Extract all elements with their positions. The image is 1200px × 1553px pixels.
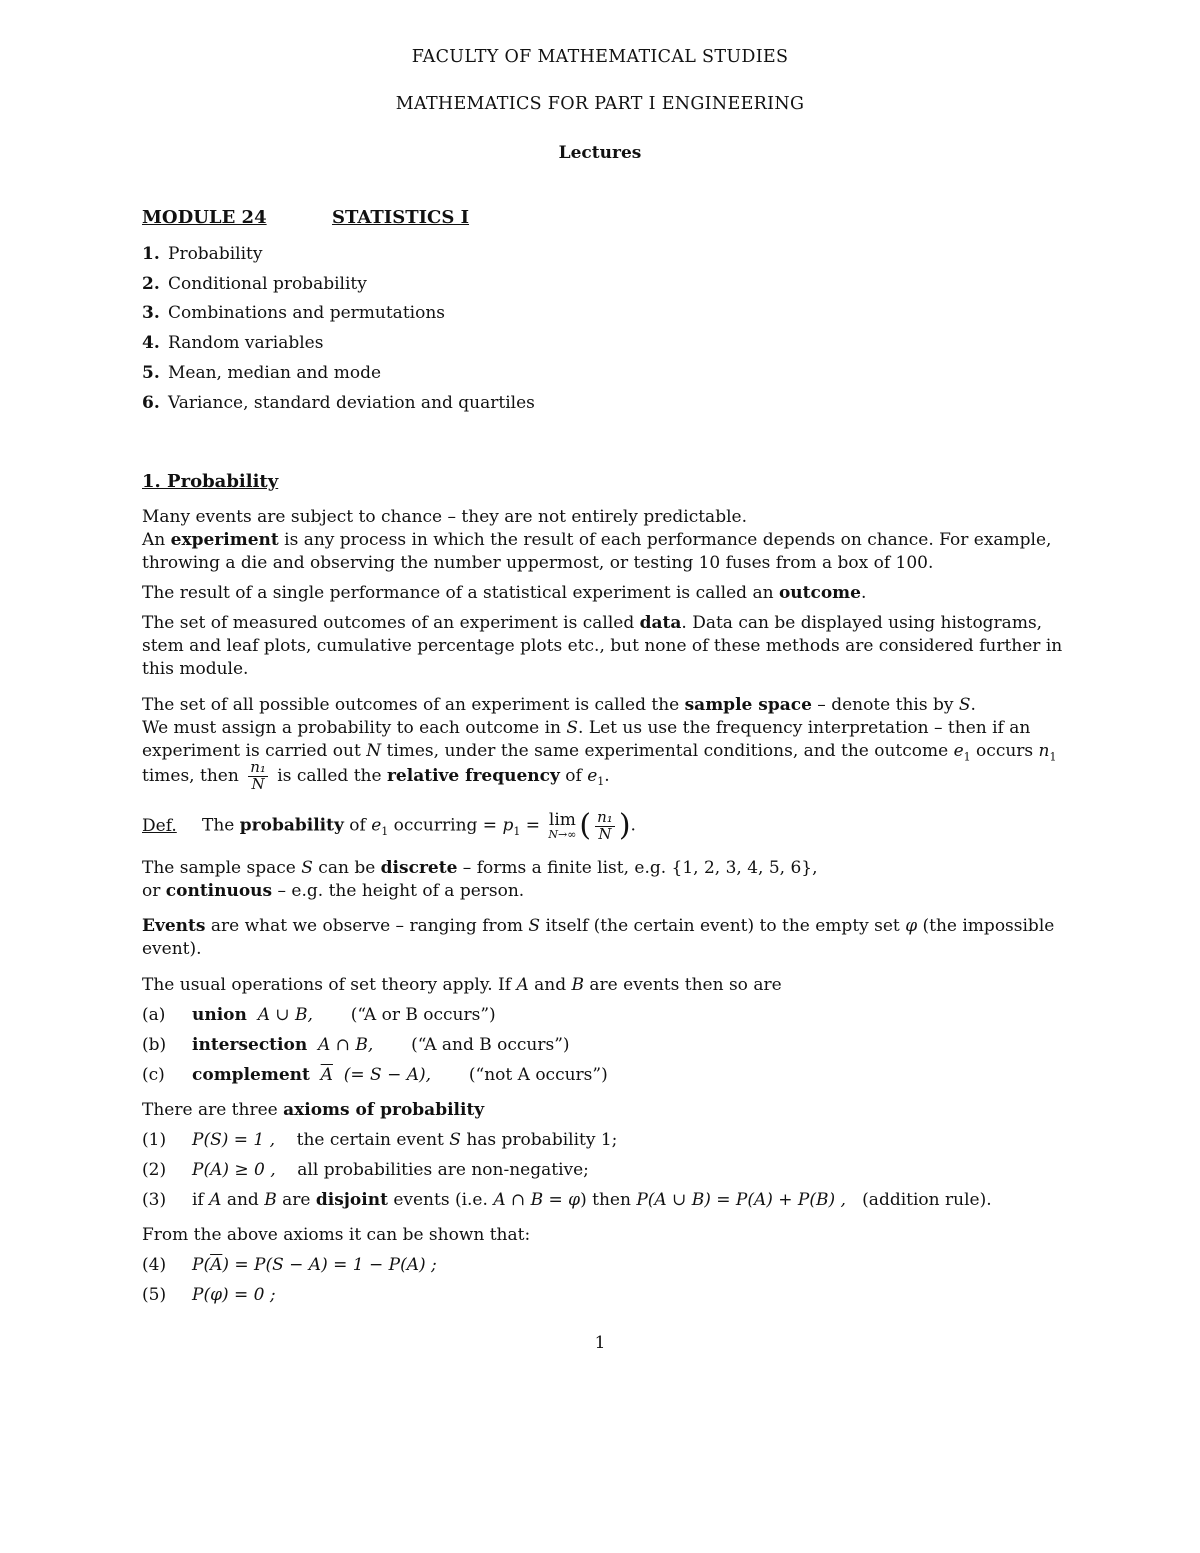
math-subscript: 1 bbox=[597, 775, 605, 789]
operation-expression: A ∪ B, bbox=[257, 1005, 313, 1025]
list-item-label: Mean, median and mode bbox=[168, 363, 382, 383]
term-events: Events bbox=[142, 916, 206, 936]
item-label: (2) bbox=[142, 1160, 167, 1180]
axiom-expression: P(S) = 1 , bbox=[192, 1130, 276, 1150]
list-item bbox=[142, 274, 367, 294]
math-symbol: S bbox=[301, 858, 313, 878]
term-outcome: outcome bbox=[778, 583, 861, 603]
text-run: events (i.e. bbox=[387, 1190, 494, 1210]
text-run: of bbox=[343, 815, 372, 836]
math-expression: ) = P(S − A) = 1 − P(A) ; bbox=[222, 1255, 437, 1275]
text-run: ) then bbox=[580, 1190, 637, 1210]
paragraph bbox=[142, 916, 1054, 936]
text-run: are events then so are bbox=[584, 975, 782, 995]
axiom-expression: P(A) ≥ 0 , bbox=[192, 1160, 276, 1180]
math-symbol: φ bbox=[905, 916, 918, 936]
paragraph bbox=[142, 530, 1051, 550]
paragraph: Many events are subject to chance – they are not entirely predictable. bbox=[142, 507, 747, 527]
text-run: of bbox=[559, 765, 588, 786]
text-run: experiment is carried out bbox=[142, 741, 367, 761]
math-symbol: S bbox=[449, 1130, 461, 1150]
faculty-title: FACULTY OF MATHEMATICAL STUDIES bbox=[411, 47, 789, 67]
term-discrete: discrete bbox=[380, 858, 458, 878]
math-symbol: p bbox=[502, 815, 514, 836]
math-symbol: S bbox=[528, 916, 541, 936]
text-run: all probabilities are non-negative; bbox=[297, 1160, 589, 1180]
right-paren: ) bbox=[618, 808, 631, 843]
text-run: are what we observe – ranging from bbox=[205, 916, 529, 936]
complement-symbol: $\overline{A}$ bbox=[210, 1255, 223, 1275]
module-title: STATISTICS I bbox=[332, 207, 470, 228]
list-item-label: Combinations and permutations bbox=[168, 303, 445, 323]
axiom-item bbox=[142, 1130, 617, 1150]
math-symbol: e bbox=[953, 741, 964, 761]
list-item bbox=[142, 393, 535, 413]
fraction-numerator: n₁ bbox=[597, 807, 613, 826]
axiom-item bbox=[142, 1190, 992, 1210]
fraction-numerator: n₁ bbox=[250, 758, 266, 776]
item-label: (5) bbox=[142, 1285, 167, 1305]
text-run: . Let us use the frequency interpretation – then if an bbox=[578, 718, 1031, 738]
text-run: We must assign a probability to each outcome in bbox=[142, 718, 567, 738]
operation-name: intersection bbox=[192, 1035, 308, 1055]
list-item-number: 6. bbox=[142, 393, 160, 413]
paragraph bbox=[142, 858, 818, 878]
text-run: The usual operations of set theory apply. If bbox=[142, 975, 517, 995]
relative-frequency-fraction bbox=[248, 760, 268, 793]
module-number: MODULE 24 bbox=[142, 207, 267, 228]
math-symbol: S bbox=[566, 718, 579, 738]
probability-fraction bbox=[595, 807, 615, 843]
list-item-number: 3. bbox=[142, 303, 160, 323]
limit-subscript: N→∞ bbox=[548, 828, 577, 841]
math-symbol: B bbox=[264, 1190, 277, 1210]
list-item-number: 4. bbox=[142, 333, 160, 353]
text-run: The set of all possible outcomes of an experiment is called the bbox=[142, 695, 685, 715]
operation-description: (“not A occurs”) bbox=[468, 1065, 608, 1085]
text-run: has probability 1; bbox=[460, 1130, 618, 1150]
paragraph bbox=[142, 583, 866, 603]
text-run: the certain event bbox=[296, 1130, 450, 1150]
fraction-denominator: N bbox=[251, 774, 265, 793]
paragraph bbox=[142, 1100, 484, 1120]
paragraph: stem and leaf plots, cumulative percentage plots etc., but none of these methods are considered further in bbox=[142, 636, 1063, 656]
item-label: (1) bbox=[142, 1130, 167, 1150]
term-relative-frequency: relative frequency bbox=[386, 765, 560, 786]
text-run: (the impossible bbox=[917, 916, 1055, 936]
term-experiment: experiment bbox=[170, 530, 279, 550]
text-run: There are three bbox=[142, 1100, 284, 1120]
set-operation-item bbox=[142, 1035, 570, 1055]
set-operation-item bbox=[142, 1065, 608, 1085]
term-axioms: axioms of probability bbox=[283, 1100, 485, 1120]
text-run: if bbox=[192, 1190, 210, 1210]
text-run: . bbox=[860, 583, 867, 603]
math-subscript: 1 bbox=[963, 750, 971, 764]
text-run: . Data can be displayed using histograms, bbox=[681, 613, 1043, 633]
math-symbol: A bbox=[209, 1190, 222, 1210]
list-item bbox=[142, 333, 323, 353]
list-item bbox=[142, 363, 381, 383]
list-item-label: Random variables bbox=[168, 333, 324, 353]
text-run: = bbox=[520, 815, 546, 836]
set-operation-item bbox=[142, 1005, 496, 1025]
text-run: occurs bbox=[970, 741, 1039, 761]
list-item bbox=[142, 303, 445, 323]
math-symbol: N bbox=[366, 741, 382, 761]
text-run: – denote this by bbox=[811, 695, 959, 715]
term-continuous: continuous bbox=[165, 881, 273, 901]
limit-operator bbox=[548, 812, 576, 840]
math-expression: A ∩ B = φ bbox=[493, 1190, 581, 1210]
text-run: The sample space bbox=[142, 858, 302, 878]
left-paren: ( bbox=[579, 808, 592, 843]
term-sample-space: sample space bbox=[684, 695, 812, 715]
complement-symbol: $\overline{A}$ bbox=[320, 1065, 333, 1085]
math-subscript: 1 bbox=[381, 824, 389, 838]
paragraph bbox=[142, 881, 524, 901]
item-label: (b) bbox=[142, 1035, 167, 1055]
text-run: (addition rule). bbox=[862, 1190, 992, 1210]
text-run: and bbox=[528, 975, 572, 995]
course-title: MATHEMATICS FOR PART I ENGINEERING bbox=[395, 94, 805, 114]
math-symbol: B bbox=[571, 975, 584, 995]
list-item-label: Variance, standard deviation and quartiles bbox=[168, 393, 535, 413]
list-item-label: Probability bbox=[168, 244, 263, 264]
paragraph: event). bbox=[142, 939, 202, 959]
result-item bbox=[142, 1285, 276, 1305]
math-symbol: A bbox=[516, 975, 529, 995]
text-run: can be bbox=[312, 858, 381, 878]
term-disjoint: disjoint bbox=[315, 1190, 388, 1210]
operation-description: (“A and B occurs”) bbox=[411, 1035, 570, 1055]
math-symbol: e bbox=[587, 765, 598, 786]
axiom-item bbox=[142, 1160, 589, 1180]
paragraph: times, then $\frac{\text{n₁}}{N}$ is called the relative frequency of $e_1$. bbox=[142, 758, 610, 793]
limit-word: lim bbox=[548, 810, 576, 830]
text-run: The set of measured outcomes of an experiment is called bbox=[142, 613, 640, 633]
text-run: is called the bbox=[271, 765, 387, 786]
item-label: (3) bbox=[142, 1190, 167, 1210]
result-item bbox=[142, 1255, 437, 1275]
text-run: itself (the certain event) to the empty set bbox=[540, 916, 906, 936]
list-item-number: 1. bbox=[142, 244, 160, 264]
paragraph: The set of all possible outcomes of an experiment is called the sample space – denote this by S. bbox=[142, 695, 976, 715]
operation-name: union bbox=[192, 1005, 247, 1025]
lectures-label: Lectures bbox=[558, 143, 642, 163]
paragraph: this module. bbox=[142, 659, 249, 679]
term-probability: probability bbox=[239, 815, 344, 836]
item-label: (a) bbox=[142, 1005, 166, 1025]
paragraph: From the above axioms it can be shown that: bbox=[142, 1225, 531, 1245]
text-run: or bbox=[142, 881, 166, 901]
text-run: are bbox=[276, 1190, 316, 1210]
item-label: (c) bbox=[142, 1065, 165, 1085]
math-subscript: 1 bbox=[1049, 750, 1057, 764]
paragraph: throwing a die and observing the number uppermost, or testing 10 fuses from a box of 100. bbox=[142, 553, 934, 573]
operation-expression: A ∩ B, bbox=[318, 1035, 374, 1055]
math-expression: P( bbox=[192, 1255, 211, 1275]
text-run: The result of a single performance of a statistical experiment is called an bbox=[142, 583, 779, 603]
math-expression: P(φ) = 0 ; bbox=[192, 1285, 276, 1305]
operation-expression: (= S − A), bbox=[343, 1065, 432, 1085]
math-symbol: n bbox=[1038, 741, 1050, 761]
text-run: – e.g. the height of a person. bbox=[272, 881, 525, 901]
list-item-number: 2. bbox=[142, 274, 160, 294]
list-item-label: Conditional probability bbox=[168, 274, 367, 294]
paragraph bbox=[142, 718, 1030, 738]
math-symbol: e bbox=[371, 815, 382, 836]
fraction-denominator: N bbox=[598, 824, 612, 843]
section-heading: 1. Probability bbox=[142, 471, 279, 492]
text-run: is any process in which the result of each performance depends on chance. For example, bbox=[278, 530, 1052, 550]
operation-name: complement bbox=[192, 1065, 310, 1085]
text-run: occurring = bbox=[388, 815, 503, 836]
paragraph bbox=[142, 613, 1042, 633]
text-run: The bbox=[202, 815, 240, 836]
page-number: 1 bbox=[594, 1333, 606, 1353]
math-symbol: S bbox=[958, 695, 971, 715]
text-run: times, under the same experimental conditions, and the outcome bbox=[381, 741, 954, 761]
text-run: and bbox=[221, 1190, 265, 1210]
term-data: data bbox=[639, 613, 682, 633]
item-label: (4) bbox=[142, 1255, 167, 1275]
math-subscript: 1 bbox=[513, 824, 521, 838]
operation-description: (“A or B occurs”) bbox=[350, 1005, 496, 1025]
text-run: times, then bbox=[142, 765, 245, 786]
text-run: – forms a finite list, e.g. {1, 2, 3, 4, 5, 6}, bbox=[457, 858, 818, 878]
list-item bbox=[142, 244, 262, 264]
text-run: An bbox=[142, 530, 171, 550]
definition: Def. The probability of $e_1$ occurring = $p_1$ = lim N→∞ ( $\frac{\text{n₁}}{N}$ ). bbox=[142, 807, 636, 843]
list-item-number: 5. bbox=[142, 363, 160, 383]
definition-label: Def. bbox=[142, 815, 177, 836]
addition-rule-expression: P(A ∪ B) = P(A) + P(B) , bbox=[636, 1190, 846, 1210]
paragraph bbox=[142, 975, 782, 995]
